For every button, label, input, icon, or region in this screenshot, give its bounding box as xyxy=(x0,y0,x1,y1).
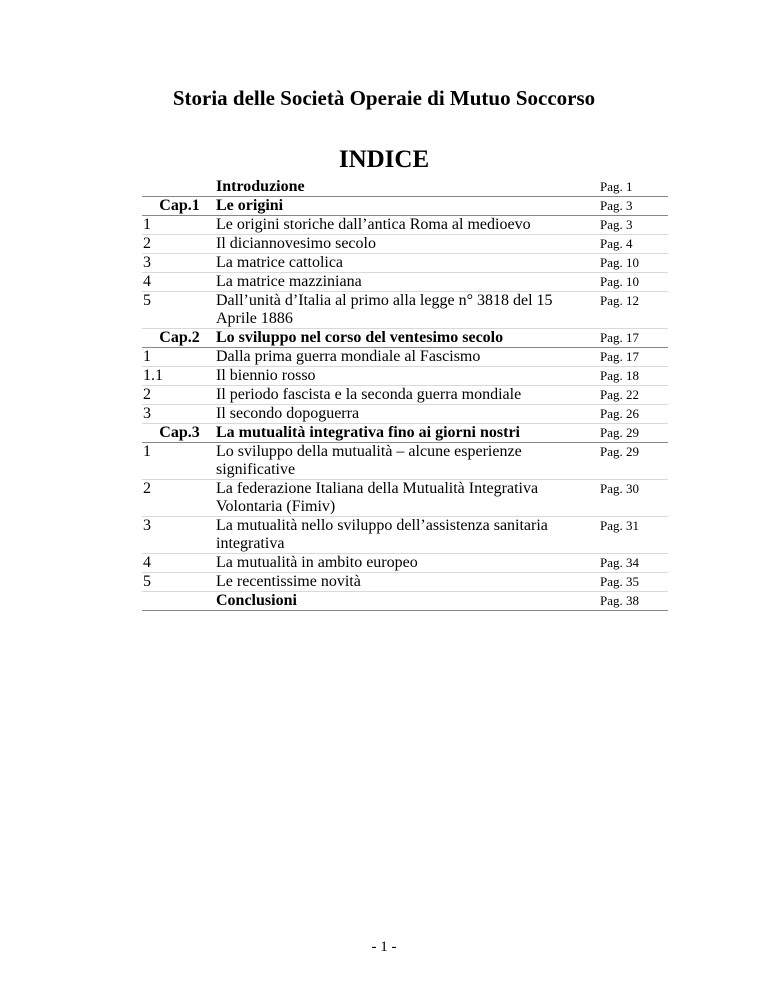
page-number: - 1 - xyxy=(371,939,397,955)
toc-number: 2 xyxy=(143,386,151,403)
toc-entry-text: La matrice mazziniana xyxy=(216,273,362,290)
toc-number: 4 xyxy=(143,554,151,571)
toc-entry-text: Il diciannovesimo secolo xyxy=(216,235,376,252)
toc-entry-text: Le origini xyxy=(216,197,284,214)
toc-number: Cap.3 xyxy=(159,424,200,441)
toc-number: 3 xyxy=(143,254,151,271)
toc-entry-text: Il biennio rosso xyxy=(216,367,316,384)
toc-entry-text: Le recentissime novità xyxy=(216,573,361,590)
toc-entry-text: Le origini storiche dall’antica Roma al medioevo xyxy=(216,216,531,233)
toc-entry-text: La mutualità integrativa fino ai giorni nostri xyxy=(216,424,520,441)
toc-entry-text: Il secondo dopoguerra xyxy=(216,405,360,422)
toc-row xyxy=(142,554,668,573)
toc-entry-text: La matrice cattolica xyxy=(216,254,344,271)
toc-page-ref: Pag. 38 xyxy=(600,593,639,608)
toc-page-ref: Pag. 12 xyxy=(600,293,639,308)
toc-entry-text: Dall’unità d’Italia al primo alla legge n° 3818 del 15 Aprile 1886 xyxy=(216,292,553,327)
toc-number: 1 xyxy=(143,216,151,233)
toc-page-ref: Pag. 10 xyxy=(600,255,639,270)
toc-row xyxy=(142,592,668,611)
toc-page-ref: Pag. 17 xyxy=(600,349,639,364)
toc-entry-text: Dalla prima guerra mondiale al Fascismo xyxy=(216,348,481,365)
toc-number: 1 xyxy=(143,443,151,460)
toc-number: 2 xyxy=(143,235,151,252)
toc-page-ref: Pag. 35 xyxy=(600,574,639,589)
toc-page-ref: Pag. 34 xyxy=(600,555,639,570)
toc-page-ref: Pag. 3 xyxy=(600,217,633,232)
toc-number: 4 xyxy=(143,273,151,290)
toc-number: 5 xyxy=(143,292,151,309)
toc-page-ref: Pag. 17 xyxy=(600,330,639,345)
toc-row xyxy=(142,517,668,554)
toc-row xyxy=(142,424,668,443)
toc-page-ref: Pag. 10 xyxy=(600,274,639,289)
toc-row xyxy=(142,273,668,292)
toc-number: 2 xyxy=(143,480,151,497)
toc-page-ref: Pag. 3 xyxy=(600,198,633,213)
toc-page-ref: Pag. 18 xyxy=(600,368,639,383)
toc-number: 1 xyxy=(143,348,151,365)
toc-page-ref: Pag. 30 xyxy=(600,481,639,496)
toc-entry-text: Lo sviluppo nel corso del ventesimo secolo xyxy=(216,329,504,346)
toc-row xyxy=(142,480,668,517)
toc-number: 5 xyxy=(143,573,151,590)
toc-number: Cap.1 xyxy=(159,197,200,214)
toc-entry-text: Lo sviluppo della mutualità – alcune esperienze significative xyxy=(216,443,522,478)
toc-row xyxy=(142,197,668,216)
toc-number: Cap.2 xyxy=(159,329,200,346)
toc-page-ref: Pag. 29 xyxy=(600,444,639,459)
toc-entry-text: Il periodo fascista e la seconda guerra mondiale xyxy=(216,386,522,403)
toc-number: 3 xyxy=(143,517,151,534)
toc-entry-text: Introduzione xyxy=(216,178,305,195)
index-heading: INDICE xyxy=(338,146,430,173)
toc-page-ref: Pag. 26 xyxy=(600,406,639,421)
toc-row xyxy=(142,178,668,197)
toc-row xyxy=(142,405,668,424)
toc-number: 3 xyxy=(143,405,151,422)
toc-number: 1.1 xyxy=(143,367,163,384)
toc-page-ref: Pag. 31 xyxy=(600,518,639,533)
toc-row xyxy=(142,443,668,480)
toc-row xyxy=(142,254,668,273)
toc-row xyxy=(142,235,668,254)
toc-row xyxy=(142,367,668,386)
toc-page-ref: Pag. 4 xyxy=(600,236,633,251)
toc-entry-text: Conclusioni xyxy=(216,592,297,609)
toc-row xyxy=(142,573,668,592)
toc-page-ref: Pag. 22 xyxy=(600,387,639,402)
toc-row xyxy=(142,329,668,348)
toc-page-ref: Pag. 1 xyxy=(600,179,633,194)
toc-entry-text: La mutualità nello sviluppo dell’assistenza sanitaria integrativa xyxy=(216,517,548,552)
toc-row xyxy=(142,348,668,367)
document-title: Storia delle Società Operaie di Mutuo Soccorso xyxy=(172,86,596,110)
toc-entry-text: La federazione Italiana della Mutualità Integrativa Volontaria (Fimiv) xyxy=(216,480,539,515)
toc-row xyxy=(142,386,668,405)
toc-page-ref: Pag. 29 xyxy=(600,425,639,440)
table-of-contents xyxy=(142,178,668,611)
toc-row xyxy=(142,216,668,235)
toc-entry-text: La mutualità in ambito europeo xyxy=(216,554,418,571)
toc-row xyxy=(142,292,668,329)
